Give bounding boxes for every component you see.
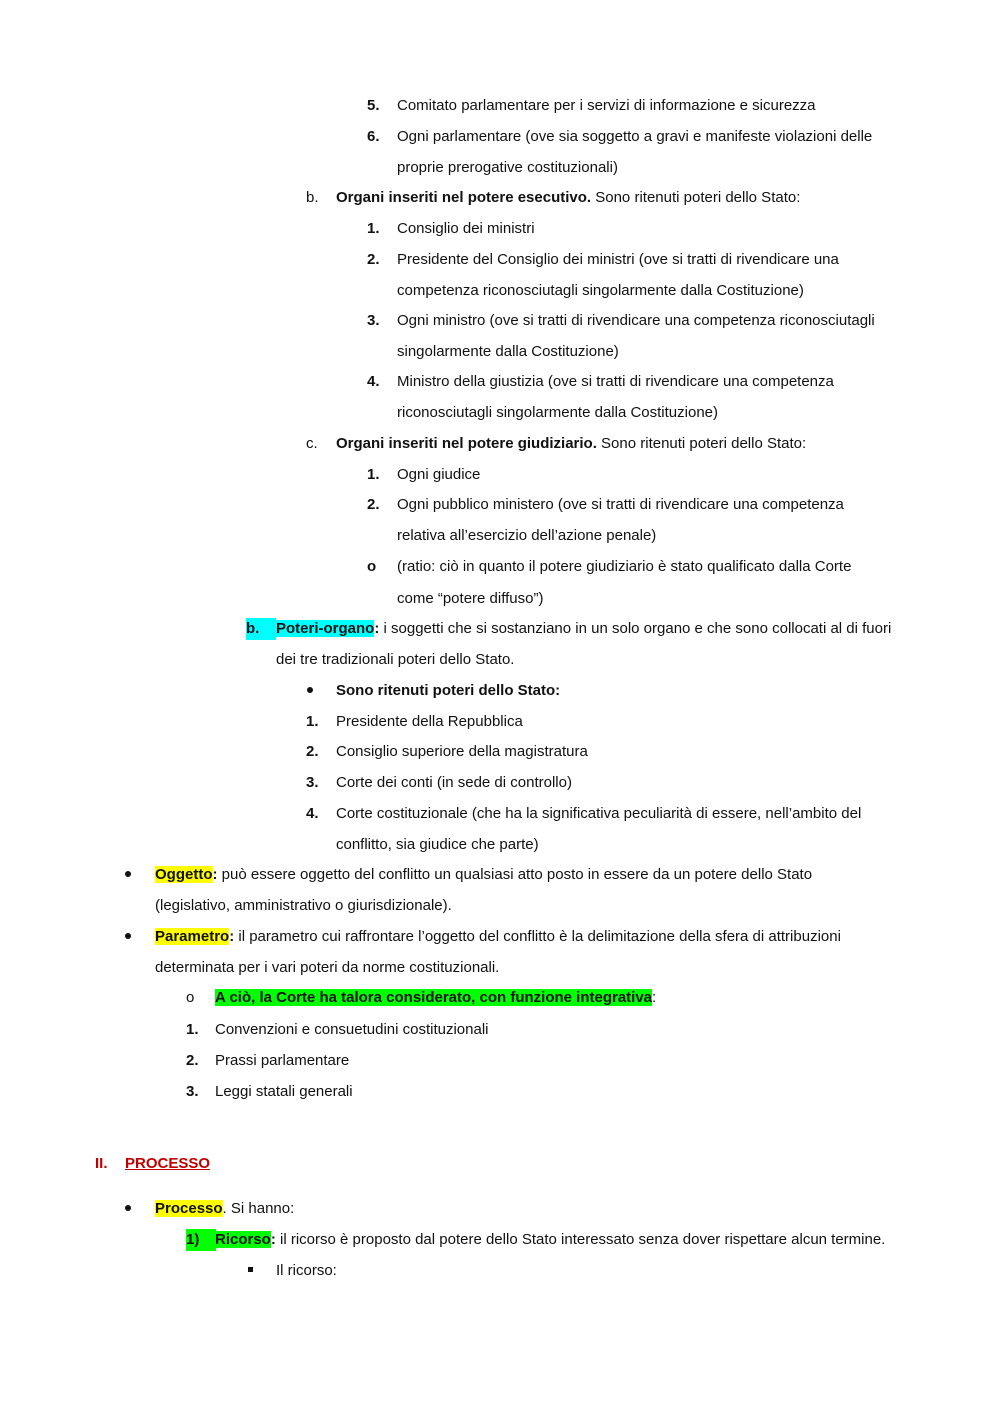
bullet-icon (307, 687, 313, 693)
list-number: 3. (186, 1083, 199, 1100)
list-item-tail: : (652, 989, 657, 1006)
list-item-text: relativa all’esercizio dell’azione penale) (397, 527, 657, 544)
highlighted-term: Parametro (155, 928, 230, 945)
list-item-tail: Sono ritenuti poteri dello Stato: (591, 189, 801, 206)
list-number: 1. (367, 466, 380, 483)
list-item-text: Corte costituzionale (che ha la significativa peculiarità di essere, nell’ambito del (336, 805, 862, 822)
list-item-text: Il ricorso: (276, 1262, 337, 1279)
list-item-text (336, 433, 806, 455)
list-item-tail: Sono ritenuti poteri dello Stato: (596, 435, 807, 452)
list-item-tail: . Si hanno: (222, 1200, 295, 1217)
colon: : (270, 1231, 276, 1248)
list-number: 3. (367, 312, 380, 329)
list-item-text (155, 926, 841, 948)
list-item-text: come “potere diffuso”) (397, 590, 544, 607)
list-number: 1. (306, 713, 319, 730)
section-title: PROCESSO (125, 1155, 211, 1172)
list-item-tail: il ricorso è proposto dal potere dello Stato interessato senza dover rispettare alcun termine. (275, 1231, 886, 1248)
list-number: 1. (186, 1021, 199, 1038)
list-item-text: Presidente del Consiglio dei ministri (ove si tratti di rivendicare una (397, 251, 839, 268)
list-number: 2. (306, 743, 319, 760)
list-item-text: Ogni giudice (397, 466, 481, 483)
list-item-text: Ministro della giustizia (ove si tratti di rivendicare una competenza (397, 373, 834, 390)
colon: : (374, 620, 380, 637)
list-item-text: proprie prerogative costituzionali) (397, 159, 618, 176)
colon: : (229, 928, 235, 945)
section-number: II. (95, 1155, 108, 1172)
list-number: 2. (367, 251, 380, 268)
highlighted-term: Oggetto (155, 866, 213, 883)
list-letter: c. (306, 435, 318, 452)
list-item-text: Consiglio superiore della magistratura (336, 743, 588, 760)
list-number: 1. (367, 220, 380, 237)
highlighted-term: Poteri-organo (276, 620, 375, 637)
list-item-text: Ogni pubblico ministero (ove si tratti di rivendicare una competenza (397, 496, 844, 513)
list-item-text: conflitto, sia giudice che parte) (336, 836, 539, 853)
bullet-icon (125, 871, 131, 877)
list-number: 2. (367, 496, 380, 513)
highlighted-term: A ciò, la Corte ha talora considerato, con funzione integrativa (215, 989, 653, 1006)
list-item-text (276, 618, 891, 640)
list-item-text: (legislativo, amministrativo o giurisdizionale). (155, 897, 452, 914)
list-item-text: (ratio: ciò in quanto il potere giudiziario è stato qualificato dalla Corte (397, 558, 852, 575)
list-letter: b. (306, 189, 319, 206)
list-item-text: singolarmente dalla Costituzione) (397, 343, 619, 360)
bold-heading: Organi inseriti nel potere giudiziario. (336, 435, 597, 452)
list-item-tail: i soggetti che si sostanziano in un solo organo e che sono collocati al di fuori (379, 620, 892, 637)
list-item-text (215, 987, 656, 1009)
list-number: 3. (306, 774, 319, 791)
list-number: 4. (306, 805, 319, 822)
list-number: 4. (367, 373, 380, 390)
list-item-text: Leggi statali generali (215, 1083, 353, 1100)
list-item-text: Presidente della Repubblica (336, 713, 523, 730)
list-item-text: Convenzioni e consuetudini costituzionali (215, 1021, 489, 1038)
list-number: 2. (186, 1052, 199, 1069)
list-letter-highlight: b. (246, 618, 276, 640)
list-item-text: Ogni ministro (ove si tratti di rivendicare una competenza riconosciutagli (397, 312, 875, 329)
list-item-tail: : il parametro cui raffrontare l’oggetto del conflitto è la delimitazione della sfera di attribuzioni (229, 928, 841, 945)
list-number: 5. (367, 97, 380, 114)
list-item-text: Corte dei conti (in sede di controllo) (336, 774, 572, 791)
square-bullet-icon (248, 1267, 253, 1272)
bold-heading: Organi inseriti nel potere esecutivo. (336, 189, 592, 206)
list-item-text: dei tre tradizionali poteri dello Stato. (276, 651, 515, 668)
highlighted-term: Processo (155, 1200, 223, 1217)
bullet-icon (125, 1205, 131, 1211)
highlighted-term: Ricorso (215, 1231, 271, 1248)
bullet-icon (125, 933, 131, 939)
list-item-text (215, 1229, 885, 1251)
colon: : (212, 866, 218, 883)
list-item-text (155, 1198, 294, 1220)
list-marker-o: o (186, 989, 195, 1006)
list-item-text: Prassi parlamentare (215, 1052, 350, 1069)
list-item-text: riconosciutagli singolarmente dalla Costituzione) (397, 404, 718, 421)
list-item-text: Sono ritenuti poteri dello Stato: (336, 682, 561, 699)
list-marker-o: o (367, 558, 377, 575)
list-item-text (155, 864, 812, 886)
list-number-highlight: 1) (186, 1229, 216, 1251)
list-item-text: competenza riconosciutagli singolarmente dalla Costituzione) (397, 282, 804, 299)
list-item-text: Ogni parlamentare (ove sia soggetto a gravi e manifeste violazioni delle (397, 128, 873, 145)
list-item-text: Consiglio dei ministri (397, 220, 535, 237)
list-item-text: determinata per i vari poteri da norme costituzionali. (155, 959, 500, 976)
list-item-text: Comitato parlamentare per i servizi di informazione e sicurezza (397, 97, 816, 114)
list-number: 6. (367, 128, 380, 145)
list-item-text (336, 187, 800, 209)
list-item-tail: : può essere oggetto del conflitto un qualsiasi atto posto in essere da un potere dello Stato (212, 866, 813, 883)
